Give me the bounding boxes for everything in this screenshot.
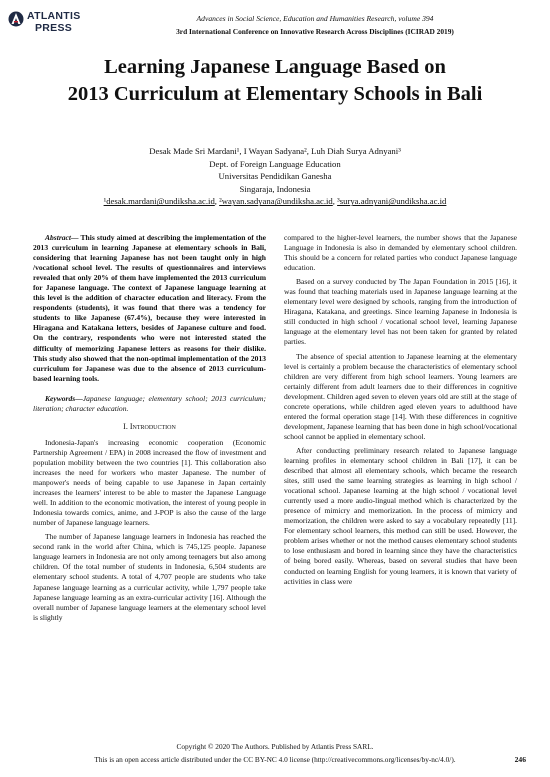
left-column — [33, 233, 266, 627]
keywords — [33, 394, 266, 414]
page-header — [0, 0, 550, 42]
keywords-label: Keywords— — [45, 393, 83, 403]
right-column — [284, 233, 517, 591]
conference-line: 3rd International Conference on Innovative Research Across Disciplines (ICIRAD 2019) — [176, 27, 454, 36]
author-city: Singaraja, Indonesia — [239, 183, 311, 194]
author-names: Desak Made Sri Mardani¹, I Wayan Sadyana², Luh Diah Surya Adnyani³ — [149, 146, 401, 156]
right-paragraph-3: The absence of special attention to Japanese learning at the elementary level is certainly a problem because the characteristics of elementary school children are very different from high school learners. Young learners are certainly different from adult learners due to their differences in cognitive development. Children aged seven to eleven years old are still at the stage of concrete operations, while children aged eleven years to adulthood have entered the formal operation stage [14]. With these differences in cognitive development, Japanese learning that has been done in high school/vocational school cannot be applied in elementary school. — [284, 351, 517, 441]
abstract — [33, 233, 266, 384]
author-block — [20, 145, 530, 208]
intro-paragraph-2: The number of Japanese language learners in Indonesia has reached the second rank in the world after China, which is 745,125 people. Japanese language learners in Indonesia are not only among teenagers but also among children. Of the total number of students in Indonesia, 6,504 students are elementary school students. A total of 4,707 people are students who take Japanese language learning as a curricular activity, while 1,797 people take Japanese language learning as an extra-curricular activity [16]. Although the overall number of Japanese language learners at the elementary school level is slightly — [33, 532, 266, 622]
paper-title — [20, 54, 530, 108]
abstract-label: Abstract— — [45, 233, 79, 242]
email-link-3[interactable]: ³surya.adnyani@undiksha.ac.id — [337, 196, 447, 207]
license-line: This is an open access article distributed under the CC BY-NC 4.0 license (http://creativecommons.org/licenses/by-nc/4.0/). — [94, 755, 456, 764]
right-paragraph-4: After conducting preliminary research related to Japanese language learning profiles in elementary school children in Bali [17], it can be described that almost all elementary schools, which became the research sites, still used the same learning strategies as learning in high school / vocational school. Japanese learning at the high school / vocational level currently used a more audio-lingual method which is characterized by the presence of mimicry and memorization. In the process of mimicry and memorization, the children were asked to say a vocabulary repeatedly [11]. For elementary school learners, this method can still be used. However, the problem arises whether or not the method causes elementary school students to lose enthusiasm and bored in learning since they have the characteristics of being bored easily. Whereas, based on several studies that have been conducted on learning English for young learners, it is known that variety of activities in class were — [284, 445, 517, 586]
copyright-line: Copyright © 2020 The Authors. Published by Atlantis Press SARL. — [176, 742, 374, 751]
right-paragraph-1: compared to the higher-level learners, the number shows that the Japanese Language in Indonesia is also in demanded by elementary school children. This should be a concern for related parties who conduct Japanese language education. — [284, 233, 517, 273]
title-line-2: 2013 Curriculum at Elementary Schools in Bali — [67, 83, 483, 105]
logo-text-press: PRESS — [35, 22, 73, 34]
logo-text-atlantis: ATLANTIS — [27, 10, 81, 22]
email-link-2[interactable]: ²wayan.sadyana@undiksha.ac.id — [219, 196, 333, 207]
atlantis-press-logo — [8, 8, 80, 38]
right-paragraph-2: Based on a survey conducted by The Japan Foundation in 2015 [16], it was found that teaching materials used in Japanese language learning at the elementary level were designed by schools, ranging from the introduction of Hiragana, Katakana, and greetings. Since learning Japanese in Indonesia is still conducted in high school / vocational school level, learning Japanese language at the elementary level has not been taken for granted by related parties. — [284, 277, 517, 347]
author-university: Universitas Pendidikan Ganesha — [218, 171, 332, 182]
keywords-text: Japanese language; elementary school; 2013 curriculum; literation; character education. — [33, 393, 266, 413]
title-line-1: Learning Japanese Language Based on — [104, 56, 446, 78]
atlantis-logo-icon — [8, 10, 24, 28]
page-number: 246 — [514, 755, 526, 764]
intro-paragraph-1: Indonesia-Japan's increasing economic cooperation (Economic Partnership Agreement / EPA) in 2008 increased the flow of investment and population mobility between the two countries [1]. This collaboration also increases the need for workers who master Japanese. The number of manpower's needs of being capable to use Japanese in Japan certainly increases the learners' interest to be able to master the Japanese Language well. In addition to the economic motivation, the interest of young people in Indonesia towards comics, anime, and J-POP is also the cause of the large number of Japanese language learners. — [33, 437, 266, 528]
abstract-text: This study aimed at describing the implementation of the 2013 curriculum in learning Japanese at elementary schools in Bali, considering that learning Japanese has not been taught only in high /vocational school level. The results of questionnaires and interviews revealed that only 20% of them have implemented the 2013 curriculum for Japanese language. The context of Japanese language learning at this level is the addition of character education and literacy. From the respondents (students), it was found that there was a tendency for students to like Japanese (67.4%), because they were interested in Hiragana and Katakana letters, besides of Japanese culture and food. On the contrary, respondents who were not interested stated the difficulty of memorizing Japanese letters as reasons for their dislike. This study also showed that the non-optimal implementation of the 2013 curriculum for Japanese was due to the absence of 2013 curriculum-based learning tools. — [33, 233, 266, 383]
author-department: Dept. of Foreign Language Education — [209, 158, 341, 169]
email-link-1[interactable]: ¹desak.mardani@undiksha.ac.id — [103, 196, 215, 207]
section-heading-introduction: I. Introduction — [123, 421, 176, 431]
journal-line: Advances in Social Science, Education and Humanities Research, volume 394 — [196, 14, 434, 23]
author-emails: ¹desak.mardani@undiksha.ac.id, ²wayan.sadyana@undiksha.ac.id, ³surya.adnyani@undiksha.ac.id — [103, 196, 447, 207]
